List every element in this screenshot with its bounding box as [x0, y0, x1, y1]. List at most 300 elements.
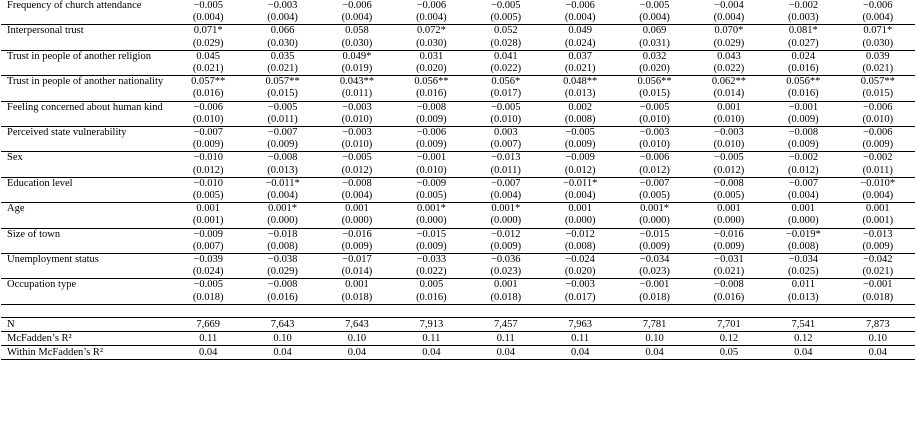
estimate: 0.071* [193, 25, 223, 37]
coefficient-cell [171, 254, 245, 279]
spacer-row [1, 304, 915, 317]
standard-error: (0.015) [639, 88, 670, 100]
standard-error: (0.030) [267, 37, 298, 49]
coefficient-cell [171, 177, 245, 202]
standard-error: (0.009) [862, 139, 894, 151]
standard-error: (0.007) [490, 139, 522, 151]
standard-error: (0.009) [416, 113, 447, 125]
row-label: Trust in people of another religion [1, 50, 171, 75]
estimate: −0.007 [788, 177, 819, 189]
standard-error: (0.020) [564, 266, 596, 278]
standard-error: (0.012) [192, 164, 224, 176]
estimate: −0.008 [714, 177, 744, 189]
stat-value: 0.04 [841, 345, 915, 359]
coefficient-cell [692, 25, 766, 50]
coefficient-cell [692, 228, 766, 253]
estimate: −0.003 [565, 279, 595, 291]
coefficient-cell [171, 0, 245, 25]
coefficient-cell [469, 25, 543, 50]
standard-error: (0.012) [788, 164, 819, 176]
estimate: 0.057** [860, 76, 895, 88]
coefficient-cell [394, 279, 468, 304]
coefficient-cell [469, 127, 543, 152]
estimate: −0.007 [193, 127, 223, 139]
coefficient-cell [394, 25, 468, 50]
estimate: −0.010 [193, 177, 223, 189]
estimate: −0.008 [714, 279, 744, 291]
estimate: −0.003 [639, 127, 670, 139]
coefficient-cell [617, 177, 691, 202]
coefficient-cell [617, 0, 691, 25]
stat-value: 0.10 [245, 331, 319, 345]
estimate: 0.001* [491, 203, 521, 215]
standard-error: (0.010) [862, 113, 894, 125]
coefficient-cell [320, 279, 394, 304]
estimate: −0.010 [193, 152, 223, 164]
coefficient-cell [692, 203, 766, 228]
estimate: 0.052 [493, 25, 518, 37]
coefficient-cell [245, 50, 319, 75]
coefficient-cell [766, 152, 840, 177]
estimate: 0.001 [345, 203, 369, 215]
standard-error: (0.029) [192, 37, 224, 49]
coefficient-cell [394, 127, 468, 152]
coefficient-cell [469, 0, 543, 25]
standard-error: (0.020) [416, 63, 447, 75]
standard-error: (0.005) [192, 190, 224, 202]
estimate: −0.004 [714, 0, 744, 11]
coefficient-cell [617, 101, 691, 126]
coefficient-cell [543, 127, 617, 152]
coefficient-cell [841, 228, 915, 253]
estimate: 0.003 [493, 127, 518, 139]
coefficient-cell [617, 203, 691, 228]
estimate: −0.005 [267, 101, 298, 113]
coefficient-cell [543, 25, 617, 50]
estimate: 0.048** [563, 76, 598, 88]
estimate: −0.003 [342, 127, 372, 139]
coefficient-cell [394, 50, 468, 75]
table-row [1, 203, 915, 228]
stat-value: 0.10 [320, 331, 394, 345]
row-label: Sex [1, 152, 171, 177]
standard-error: (0.005) [639, 190, 670, 202]
estimate: 0.056* [491, 76, 521, 88]
standard-error: (0.009) [192, 139, 224, 151]
coefficient-cell [766, 254, 840, 279]
coefficient-cell [171, 203, 245, 228]
row-label: Education level [1, 177, 171, 202]
estimate: −0.016 [342, 228, 372, 240]
standard-error: (0.011) [490, 164, 521, 176]
coefficient-cell [469, 203, 543, 228]
stat-label: Within McFadden’s R² [1, 345, 171, 359]
coefficient-cell [617, 228, 691, 253]
standard-error: (0.014) [341, 266, 373, 278]
table-row [1, 279, 915, 304]
standard-error: (0.010) [713, 139, 745, 151]
standard-error: (0.012) [713, 164, 745, 176]
standard-error: (0.030) [862, 37, 894, 49]
standard-error: (0.000) [341, 215, 373, 227]
coefficient-cell [171, 228, 245, 253]
estimate: −0.008 [267, 279, 298, 291]
estimate: −0.005 [491, 0, 521, 11]
coefficient-cell [543, 50, 617, 75]
estimate: 0.001 [196, 203, 221, 215]
estimate: −0.005 [639, 0, 670, 11]
standard-error: (0.024) [564, 37, 596, 49]
standard-error: (0.021) [564, 63, 596, 75]
standard-error: (0.010) [639, 113, 670, 125]
coefficient-cell [692, 50, 766, 75]
standard-error: (0.023) [490, 266, 522, 278]
estimate: −0.006 [862, 0, 893, 11]
estimate: −0.008 [788, 127, 819, 139]
estimate: −0.011* [562, 177, 598, 189]
stat-label: McFadden’s R² [1, 331, 171, 345]
coefficient-cell [841, 279, 915, 304]
coefficient-cell [543, 203, 617, 228]
coefficient-cell [171, 101, 245, 126]
standard-error: (0.004) [267, 190, 298, 202]
coefficient-cell [543, 76, 617, 101]
standard-error: (0.021) [862, 63, 894, 75]
estimate: −0.005 [342, 152, 372, 164]
estimate: −0.036 [491, 254, 521, 266]
standard-error: (0.004) [341, 190, 373, 202]
standard-error: (0.011) [341, 88, 373, 100]
estimate: −0.038 [267, 254, 298, 266]
stat-value: 0.05 [692, 345, 766, 359]
coefficient-cell [841, 25, 915, 50]
row-label: Occupation type [1, 279, 171, 304]
standard-error: (0.022) [416, 266, 447, 278]
standard-error: (0.000) [564, 215, 596, 227]
coefficient-cell [766, 101, 840, 126]
coefficient-cell [245, 25, 319, 50]
coefficient-cell [245, 0, 319, 25]
coefficient-cell [320, 177, 394, 202]
standard-error: (0.009) [341, 240, 373, 252]
standard-error: (0.012) [564, 164, 596, 176]
estimate: −0.033 [416, 254, 447, 266]
standard-error: (0.013) [267, 164, 298, 176]
standard-error: (0.007) [192, 240, 224, 252]
table-row [1, 50, 915, 75]
estimate: −0.003 [342, 101, 372, 113]
stat-value: 0.11 [543, 331, 617, 345]
coefficient-cell [841, 203, 915, 228]
estimate: −0.007 [491, 177, 521, 189]
row-label: Perceived state vulnerability [1, 127, 171, 152]
standard-error: (0.021) [192, 63, 224, 75]
standard-error: (0.005) [490, 12, 522, 24]
stat-value: 0.04 [543, 345, 617, 359]
standard-error: (0.030) [416, 37, 447, 49]
standard-error: (0.024) [192, 266, 224, 278]
stat-value: 0.12 [766, 331, 840, 345]
stat-value: 0.04 [394, 345, 468, 359]
estimate: −0.012 [491, 228, 521, 240]
standard-error: (0.009) [788, 113, 819, 125]
model-stats [1, 317, 915, 359]
stat-value: 0.04 [617, 345, 691, 359]
estimate: −0.006 [639, 152, 670, 164]
estimate: −0.009 [193, 228, 223, 240]
coefficient-cell [394, 0, 468, 25]
coefficient-cell [692, 152, 766, 177]
coefficient-cell [320, 76, 394, 101]
estimate: −0.017 [342, 254, 372, 266]
estimate: 0.071* [863, 25, 893, 37]
coefficient-cell [766, 25, 840, 50]
standard-error: (0.000) [713, 215, 745, 227]
standard-error: (0.013) [564, 88, 596, 100]
coefficient-cell [469, 50, 543, 75]
table-row [1, 127, 915, 152]
table-row [1, 177, 915, 202]
coefficient-cell [692, 279, 766, 304]
standard-error: (0.000) [267, 215, 298, 227]
coefficient-cell [766, 279, 840, 304]
estimate: 0.043 [717, 50, 741, 62]
coefficient-cell [320, 0, 394, 25]
estimate: −0.018 [267, 228, 298, 240]
estimate: −0.009 [565, 152, 595, 164]
estimate: 0.066 [270, 25, 295, 37]
standard-error: (0.004) [713, 12, 745, 24]
estimate: 0.049* [342, 50, 372, 62]
estimate: −0.031 [714, 254, 744, 266]
estimate: −0.006 [862, 101, 893, 113]
standard-error: (0.012) [341, 164, 373, 176]
standard-error: (0.021) [713, 266, 745, 278]
coefficient-cell [617, 50, 691, 75]
table-row [1, 101, 915, 126]
standard-error: (0.011) [267, 113, 298, 125]
standard-error: (0.016) [788, 63, 819, 75]
estimate: −0.034 [788, 254, 819, 266]
coefficient-cell [543, 101, 617, 126]
stat-value: 7,541 [766, 317, 840, 331]
standard-error: (0.019) [341, 63, 373, 75]
standard-error: (0.013) [788, 291, 819, 303]
standard-error: (0.000) [416, 215, 447, 227]
coefficient-cell [766, 0, 840, 25]
coefficient-cell [617, 279, 691, 304]
table-row [1, 0, 915, 25]
standard-error: (0.010) [490, 113, 522, 125]
standard-error: (0.016) [416, 88, 447, 100]
row-label: Interpersonal trust [1, 25, 171, 50]
estimate: −0.002 [862, 152, 893, 164]
coefficient-cell [617, 25, 691, 50]
estimate: 0.043** [339, 76, 375, 88]
coefficient-cell [320, 228, 394, 253]
estimate: −0.001 [416, 152, 447, 164]
standard-error: (0.016) [713, 291, 745, 303]
standard-error: (0.022) [713, 63, 745, 75]
coefficient-cell [841, 127, 915, 152]
estimate: 0.072* [416, 25, 446, 37]
standard-error: (0.015) [267, 88, 298, 100]
standard-error: (0.010) [416, 164, 447, 176]
estimate: 0.001 [791, 203, 816, 215]
coefficient-cell [841, 0, 915, 25]
coefficient-cell [394, 101, 468, 126]
coefficient-cell [617, 254, 691, 279]
table-row [1, 25, 915, 50]
coefficient-cell [543, 0, 617, 25]
coefficient-cell [692, 127, 766, 152]
coefficient-cell [245, 228, 319, 253]
standard-error: (0.010) [192, 113, 224, 125]
coefficient-cell [841, 254, 915, 279]
stat-value: 0.10 [841, 331, 915, 345]
coefficient-cell [469, 228, 543, 253]
estimate: 0.056** [637, 76, 672, 88]
standard-error: (0.025) [788, 266, 819, 278]
standard-error: (0.009) [416, 139, 447, 151]
stat-value: 7,781 [617, 317, 691, 331]
estimate: 0.001 [493, 279, 518, 291]
stat-value: 7,643 [245, 317, 319, 331]
estimate: −0.024 [565, 254, 595, 266]
stat-value: 0.11 [171, 331, 245, 345]
stat-value: 7,963 [543, 317, 617, 331]
standard-error: (0.004) [341, 12, 373, 24]
estimate: 0.031 [419, 50, 444, 62]
coefficient-cell [766, 50, 840, 75]
coefficient-cell [394, 177, 468, 202]
coefficient-cell [543, 228, 617, 253]
standard-error: (0.016) [416, 291, 447, 303]
estimate: −0.015 [639, 228, 670, 240]
stat-row [1, 345, 915, 359]
coefficient-cell [245, 152, 319, 177]
standard-error: (0.018) [639, 291, 670, 303]
coefficient-cell [171, 279, 245, 304]
standard-error: (0.017) [564, 291, 596, 303]
standard-error: (0.023) [639, 266, 670, 278]
standard-error: (0.009) [416, 240, 447, 252]
stat-value: 0.10 [617, 331, 691, 345]
coefficient-cell [469, 101, 543, 126]
standard-error: (0.011) [862, 164, 893, 176]
stat-value: 7,457 [469, 317, 543, 331]
estimate: 0.069 [642, 25, 667, 37]
coefficient-cell [766, 177, 840, 202]
coefficient-cell [245, 177, 319, 202]
estimate: 0.058 [345, 25, 369, 37]
estimate: 0.001* [640, 203, 669, 215]
coefficient-cell [469, 177, 543, 202]
estimate: 0.002 [568, 101, 592, 113]
estimate: −0.016 [714, 228, 744, 240]
estimate: −0.002 [788, 0, 819, 11]
coefficient-cell [320, 254, 394, 279]
estimate: 0.037 [568, 50, 592, 62]
coefficient-cell [320, 101, 394, 126]
row-label: Unemployment status [1, 254, 171, 279]
stat-value: 0.04 [320, 345, 394, 359]
coefficient-cell [469, 254, 543, 279]
standard-error: (0.020) [639, 63, 670, 75]
standard-error: (0.022) [490, 63, 522, 75]
estimate: 0.039 [865, 50, 890, 62]
estimate: 0.001 [568, 203, 592, 215]
estimate: 0.057** [191, 76, 226, 88]
table-row [1, 76, 915, 101]
standard-error: (0.000) [788, 215, 819, 227]
coefficient-cell [692, 0, 766, 25]
coefficient-cell [171, 25, 245, 50]
coefficient-cell [394, 228, 468, 253]
coefficient-cell [320, 25, 394, 50]
standard-error: (0.012) [639, 164, 670, 176]
estimate: −0.006 [416, 127, 447, 139]
estimate: 0.045 [196, 50, 221, 62]
standard-error: (0.008) [564, 113, 596, 125]
stat-label: N [1, 317, 171, 331]
estimate: 0.001 [345, 279, 369, 291]
estimate: 0.081* [788, 25, 818, 37]
estimate: 0.041 [493, 50, 518, 62]
standard-error: (0.029) [713, 37, 745, 49]
coefficient-cell [766, 203, 840, 228]
estimate: −0.007 [267, 127, 298, 139]
estimate: 0.070* [714, 25, 744, 37]
estimate: 0.062** [711, 76, 746, 88]
standard-error: (0.018) [341, 291, 373, 303]
standard-error: (0.001) [192, 215, 224, 227]
coefficient-cell [766, 76, 840, 101]
estimate: −0.013 [491, 152, 521, 164]
row-label: Trust in people of another nationality [1, 76, 171, 101]
standard-error: (0.008) [267, 240, 298, 252]
standard-error: (0.009) [713, 240, 745, 252]
stat-value: 7,643 [320, 317, 394, 331]
standard-error: (0.004) [564, 190, 596, 202]
estimate: −0.042 [862, 254, 893, 266]
estimate: 0.001* [416, 203, 446, 215]
estimate: −0.008 [416, 101, 447, 113]
coefficient-cell [543, 177, 617, 202]
standard-error: (0.027) [788, 37, 819, 49]
estimate: −0.006 [565, 0, 595, 11]
coefficient-cell [543, 279, 617, 304]
estimate: −0.034 [639, 254, 670, 266]
coefficient-cell [245, 254, 319, 279]
coefficient-cell [245, 279, 319, 304]
standard-error: (0.021) [862, 266, 894, 278]
stat-value: 7,913 [394, 317, 468, 331]
coefficient-cell [841, 101, 915, 126]
coefficient-cell [320, 152, 394, 177]
coefficient-cell [320, 127, 394, 152]
estimate: −0.001 [788, 101, 819, 113]
coefficient-cell [394, 254, 468, 279]
standard-error: (0.009) [788, 139, 819, 151]
estimate: −0.005 [491, 101, 521, 113]
estimate: 0.001 [865, 203, 890, 215]
estimate: 0.035 [270, 50, 295, 62]
standard-error: (0.000) [639, 215, 670, 227]
standard-error: (0.009) [267, 139, 298, 151]
standard-error: (0.008) [788, 240, 819, 252]
standard-error: (0.018) [862, 291, 894, 303]
